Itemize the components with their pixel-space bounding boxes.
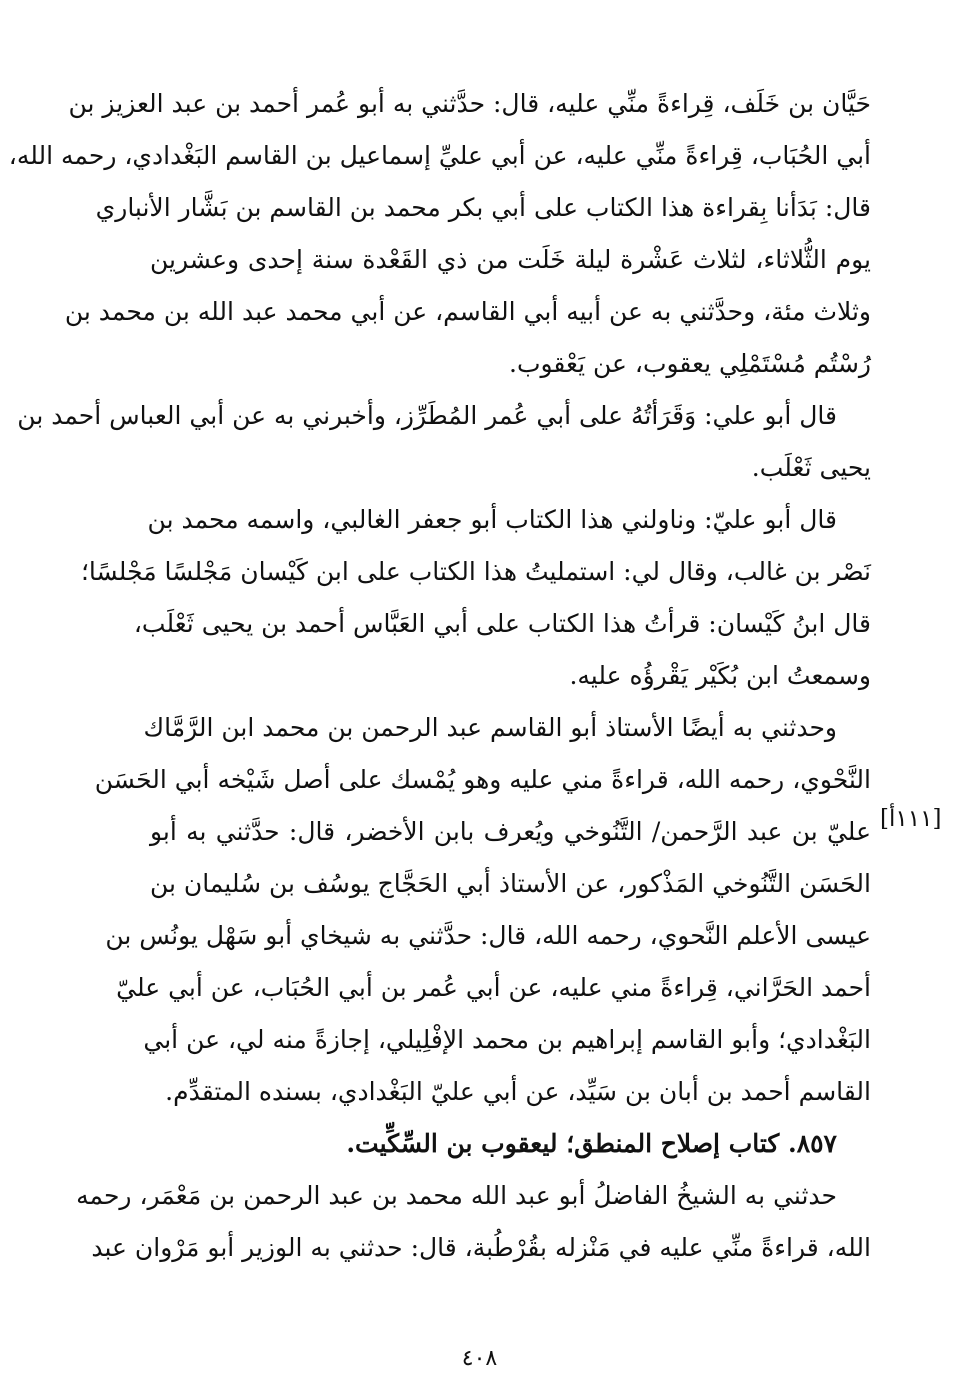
- folio-margin-note: [١١١أ]: [880, 806, 942, 832]
- text-line: قال أبو عليّ: وناولني هذا الكتاب أبو جعفر الغالبي، واسمه محمد بن: [147, 505, 837, 534]
- text-line: نَصْر بن غالب، وقال لي: استمليتُ هذا الكتاب على ابن كَيْسان مَجْلسًا مَجْلسًا؛: [80, 557, 871, 586]
- text-line: قال ابنُ كَيْسان: قرأتُ هذا الكتاب على أبي العَبَّاس أحمد بن يحيى ثَعْلَب،: [133, 609, 871, 638]
- text-line: قال أبو علي: وَقَرَأتُهُ على أبي عُمر المُطَرِّز، وأخبرني به عن أبي العباس أحمد بن: [17, 401, 837, 430]
- text-line: قال: بَدَأنا بِقراءة هذا الكتاب على أبي بكر محمد بن القاسم بن بَشَّار الأنباري: [95, 193, 871, 222]
- text-line: وحدثني به أيضًا الأستاذ أبو القاسم عبد الرحمن بن محمد ابن الرَّمَّاك: [143, 713, 837, 742]
- text-line: يحيى ثَعْلَب.: [751, 453, 871, 482]
- text-line: القاسم أحمد بن أبان بن سَيِّد، عن أبي عليّ البَغْدادي، بسنده المتقدِّم.: [165, 1077, 871, 1106]
- text-line: عليّ بن عبد الرَّحمن/ التَّنُوخي ويُعرف بابن الأخضر، قال: حدَّثني به أبو: [150, 817, 871, 846]
- text-line: رُسْتُم مُسْتَمْلِي يعقوب، عن يَعْقوب.: [509, 349, 871, 378]
- text-line: أحمد الحَرَّاني، قِراءةً مني عليه، عن أبي عُمر بن أبي الحُبَاب، عن أبي عليّ: [116, 973, 871, 1002]
- text-line: وسمعتُ ابن بُكَيْر يَقْرؤُه عليه.: [569, 661, 871, 690]
- text-line: الحَسَن التَّنُوخي المَذْكور، عن الأستاذ أبي الحَجَّاج يوسُف بن سُليمان بن: [149, 869, 871, 898]
- text-line: عيسى الأعلم النَّحوي، رحمه الله، قال: حدَّثني به شيخاي أبو سَهْل يونُس بن: [105, 921, 871, 950]
- text-line: أبي الحُبَاب، قِراءةً منِّي عليه، عن أبي عليِّ إسماعيل بن القاسم البَغْدادي، رحمه الله،: [8, 141, 871, 170]
- text-line: يوم الثُّلاثاء، لثلاث عَشْرة ليلة خَلَت من ذي القَعْدة سنة إحدى وعشرين: [150, 245, 871, 274]
- text-line: الله، قراءةً منِّي عليه في مَنْزله بقُرْطُبة، قال: حدثني به الوزير أبو مَرْوان عبد: [91, 1233, 871, 1262]
- text-line: وثلاث مئة، وحدَّثني به عن أبيه أبي القاسم، عن أبي محمد عبد الله بن محمد بن: [64, 297, 871, 326]
- text-line: حدثني به الشيخُ الفاضلُ أبو عبد الله محمد بن عبد الرحمن بن مَعْمَر، رحمه: [76, 1181, 837, 1210]
- section-heading: ٨٥٧. كتاب إصلاح المنطق؛ ليعقوب بن السِّكِّيت.: [346, 1129, 837, 1158]
- page-number: ٤٠٨: [461, 1346, 498, 1371]
- body-text: [8, 78, 871, 1274]
- text-line: النَّحْوي، رحمه الله، قراءةً مني عليه وهو يُمْسك على أصل شَيْخه أبي الحَسَن: [94, 765, 871, 794]
- text-line: حَيَّان بن خَلَف، قِراءةً منِّي عليه، قال: حدَّثني به أبو عُمر أحمد بن عبد العزيز بن: [68, 89, 871, 118]
- text-line: البَغْدادي؛ وأبو القاسم إبراهيم بن محمد الإفْلِيلي، إجازةً منه لي، عن أبي: [143, 1025, 871, 1054]
